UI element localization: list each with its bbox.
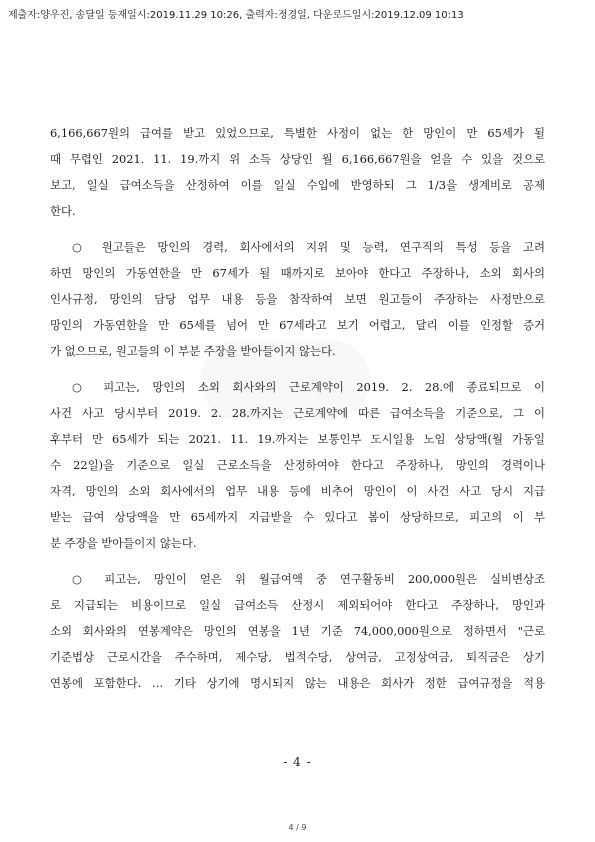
text-line: 망인의 가동연한을 만 65세를 넘어 만 67세라고 보기 어렵고, 달리 이를 인정할 증거 [50, 318, 545, 332]
text-line: ○ 피고는, 망인의 소외 회사와의 근로계약이 2019. 2. 28.에 종료되므로 이 [72, 380, 545, 394]
text-line: 기준법상 근로시간을 주수하며, 제수당, 법적수당, 상여금, 고정상여금, 퇴직금은 상기 [50, 650, 545, 664]
body-text [50, 120, 545, 706]
page-footer: 4 / 9 [288, 823, 307, 832]
paragraph-3 [50, 374, 545, 556]
text-line: 분 주장을 받아들이지 않는다. [50, 536, 197, 550]
paragraph-4 [50, 566, 545, 696]
text-line: 소외 회사와의 연봉계약은 망인의 연봉을 1년 기준 74,000,000원으로 정하면서 "근로 [50, 624, 545, 638]
text-line: 자격, 망인의 소외 회사에서의 업무 내용 등에 비추어 망인이 이 사건 사고 당시 지급 [50, 484, 545, 498]
text-line: 연봉에 포함한다. … 기타 상기에 명시되지 않는 내용은 회사가 정한 급여규정을 적용 [50, 676, 545, 690]
paragraph-1 [50, 120, 545, 224]
text-line: ○ 원고들은 망인의 경력, 회사에서의 지위 및 능력, 연구직의 특성 등을 고려 [72, 240, 545, 254]
text-line: 로 지급되는 비용이므로 일실 급여소득 산정시 제외되어야 한다고 주장하나, 망인과 [50, 598, 545, 612]
document-header: 제출자:양우진, 송달일 등재일시:2019.11.29 10:26, 출력자:정경일, 다운로드일시:2019.12.09 10:13 [8, 10, 464, 21]
page-number: - 4 - [283, 755, 312, 769]
text-line: 때 무렵인 2021. 11. 19.까지 위 소득 상당인 월 6,166,667원을 얻을 수 있을 것으로 [50, 152, 545, 166]
text-line: 6,166,667원의 급여를 받고 있었으므로, 특별한 사정이 없는 한 망인이 만 65세가 될 [50, 126, 545, 140]
text-line: 하면 망인의 가동연한을 만 67세가 될 때까지로 보아야 한다고 주장하나, 소외 회사의 [50, 266, 545, 280]
text-line: ○ 피고는, 망인이 얻은 위 월급여액 중 연구활동비 200,000원은 실비변상조 [72, 572, 545, 586]
text-line: 후부터 만 65세가 되는 2021. 11. 19.까지는 보통인부 도시일용 노임 상당액(월 가동일 [50, 432, 545, 446]
text-line: 인사규정, 망인의 담당 업무 내용 등을 참작하여 보면 원고들이 주장하는 사정만으로 [50, 292, 545, 306]
text-line: 받는 급여 상당액을 만 65세까지 지급받을 수 있다고 봄이 상당하므로, 피고의 이 부 [50, 510, 545, 524]
text-line: 수 22일)을 기준으로 일실 근로소득을 산정하여야 한다고 주장하나, 망인의 경력이나 [50, 458, 545, 472]
paragraph-2 [50, 234, 545, 364]
text-line: 가 없으므로, 원고들의 이 부분 주장을 받아들이지 않는다. [50, 344, 336, 358]
text-line: 한다. [50, 204, 76, 218]
text-line: 사건 사고 당시부터 2019. 2. 28.까지는 근로계약에 따른 급여소득을 기준으로, 그 이 [50, 406, 545, 420]
text-line: 보고, 일실 급여소득을 산정하여 이를 일실 수입에 반영하되 그 1/3을 생계비로 공제 [50, 178, 545, 192]
